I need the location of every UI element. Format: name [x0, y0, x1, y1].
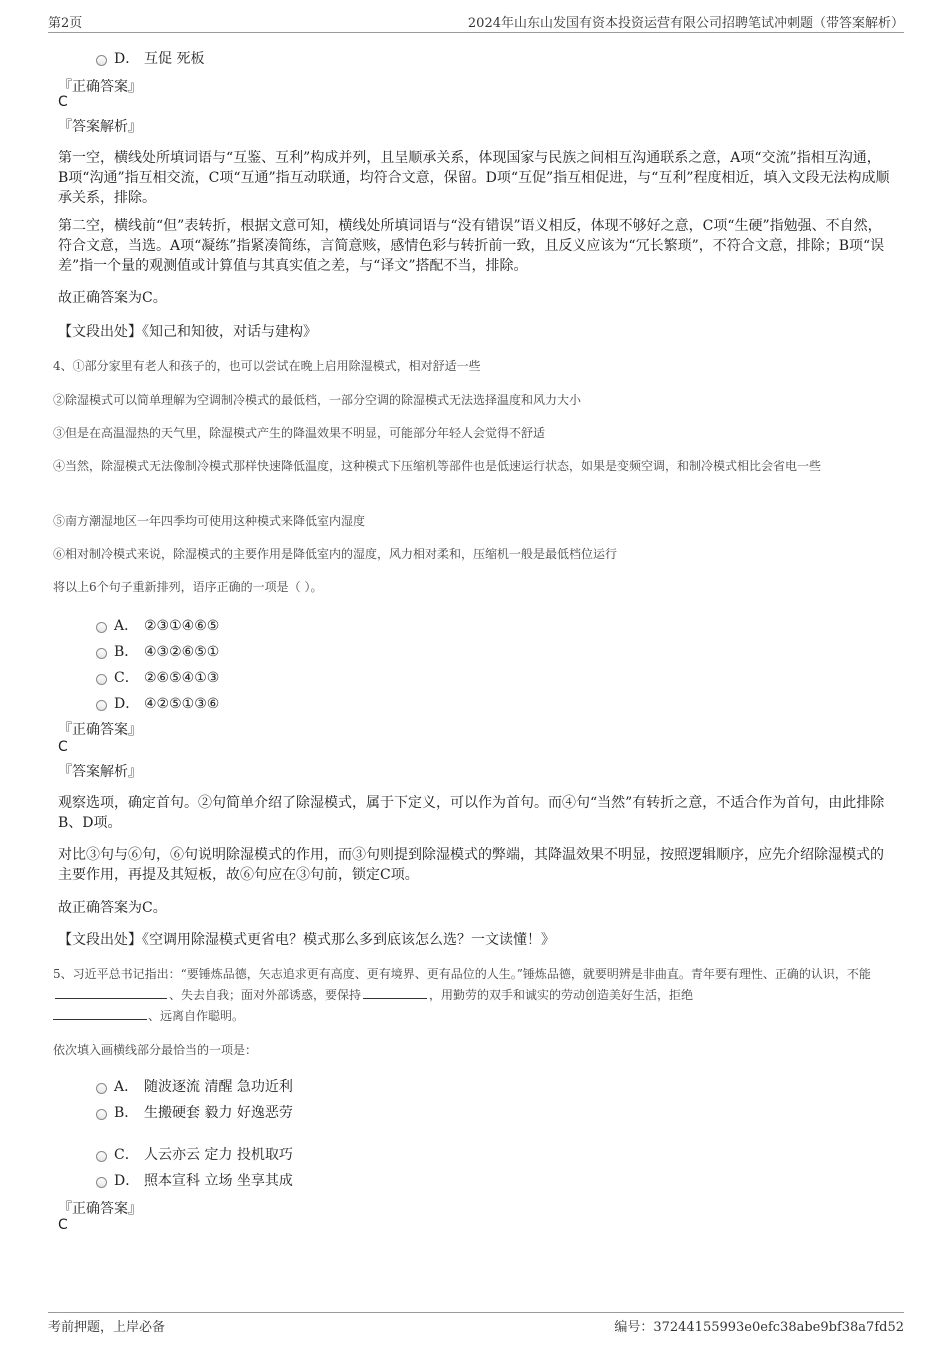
footer-slogan: 考前押题，上岸必备: [48, 1320, 166, 1335]
option-a[interactable]: A． ②③①④⑥⑤: [96, 615, 219, 635]
radio-icon[interactable]: [96, 1151, 107, 1162]
answer-label: 『正确答案』: [58, 1201, 142, 1217]
question-prompt: 依次填入画横线部分最恰当的一项是：: [53, 1043, 258, 1057]
radio-icon[interactable]: [96, 700, 107, 711]
option-b[interactable]: B． ④③②⑥⑤①: [96, 641, 219, 661]
document-id: 编号：37244155993e0efc38abe9bf38a7fd52: [614, 1320, 904, 1335]
option-c[interactable]: C． 人云亦云 定力 投机取巧: [96, 1144, 293, 1164]
analysis-paragraph: 第二空，横线前“但”表转折，根据文意可知，横线处所填词语与“没有错误”语义相反，体现不够好之意，C项“生硬”指勉强、不自然，符合文意，当选。A项“凝练”指紧凑简练，言简意赅，感情色彩与转折前一致，且反义应该为“冗长繁琐”，不符合文意，排除；B项“误差”指一个量的观测值或计算值与其真实值之差，与“译文”搭配不当，排除。: [58, 218, 885, 274]
question-sentence: ④当然，除湿模式无法像制冷模式那样快速降低温度，这种模式下压缩机等部件也是低速运行状态，如果是变频空调，和制冷模式相比会省电一些: [53, 459, 822, 473]
option-d[interactable]: D． 互促 死板: [96, 48, 204, 68]
radio-icon[interactable]: [96, 1177, 107, 1188]
option-d[interactable]: D． ④②⑤①③⑥: [96, 693, 219, 713]
analysis-label: 『答案解析』: [58, 119, 142, 135]
answer-label: 『正确答案』: [58, 79, 142, 95]
conclusion: 故正确答案为C。: [58, 290, 167, 306]
analysis-label: 『答案解析』: [58, 764, 142, 780]
radio-icon[interactable]: [96, 674, 107, 685]
radio-icon[interactable]: [96, 1109, 107, 1120]
question-prompt: 将以上6个句子重新排列，语序正确的一项是（ ）。: [53, 580, 323, 594]
question-sentence: ⑥相对制冷模式来说，除湿模式的主要作用是降低室内的湿度，风力相对柔和，压缩机一般是最低档位运行: [53, 547, 618, 561]
answer-label: 『正确答案』: [58, 722, 142, 738]
source-citation: 【文段出处】《空调用除湿模式更省电？模式那么多到底该怎么选？一文读懂！》: [58, 932, 555, 948]
radio-icon[interactable]: [96, 622, 107, 633]
correct-answer: C: [58, 739, 68, 755]
page-number: 第2页: [48, 16, 83, 31]
radio-icon[interactable]: [96, 1083, 107, 1094]
question-stem: 5、习近平总书记指出：“要锤炼品德，矢志追求更有高度、更有境界、更有品位的人生。”锤炼品德，就要明辨是非曲直。青年要有理性、正确的认识，不能、失去自我；面对外部诱惑，要保持 ，用勤劳的双手和诚实的劳动创造美好生活，拒绝 、远离自作聪明。: [53, 967, 871, 1023]
option-d[interactable]: D． 照本宣科 立场 坐享其成: [96, 1170, 293, 1190]
source-citation: 【文段出处】《知己和知彼，对话与建构》: [58, 324, 317, 340]
conclusion: 故正确答案为C。: [58, 900, 167, 916]
question-sentence: 4、①部分家里有老人和孩子的，也可以尝试在晚上启用除湿模式，相对舒适一些: [53, 359, 481, 373]
radio-icon[interactable]: [96, 648, 107, 659]
fill-blank: [55, 986, 167, 999]
page-header: [48, 10, 904, 33]
option-b[interactable]: B． 生搬硬套 毅力 好逸恶劳: [96, 1102, 293, 1122]
question-sentence: ⑤南方潮湿地区一年四季均可使用这种模式来降低室内湿度: [53, 514, 366, 528]
question-sentence: ③但是在高温湿热的天气里，除湿模式产生的降温效果不明显，可能部分年轻人会觉得不舒适: [53, 426, 546, 440]
fill-blank: [53, 1007, 147, 1020]
page-footer: [48, 1312, 904, 1335]
fill-blank: [363, 986, 427, 999]
radio-icon[interactable]: [96, 55, 107, 66]
option-a[interactable]: A． 随波逐流 清醒 急功近利: [96, 1076, 293, 1096]
option-c[interactable]: C． ②⑥⑤④①③: [96, 667, 219, 687]
analysis-paragraph: 对比③句与⑥句，⑥句说明除湿模式的作用，而③句则提到除湿模式的弊端，其降温效果不明显，按照逻辑顺序，应先介绍除湿模式的主要作用，再提及其短板，故⑥句应在③句前，锁定C项。: [58, 847, 884, 883]
correct-answer: C: [58, 1217, 68, 1233]
document-title: 2024年山东山发国有资本投资运营有限公司招聘笔试冲刺题（带答案解析）: [467, 16, 904, 31]
correct-answer: C: [58, 94, 68, 110]
analysis-paragraph: 第一空，横线处所填词语与“互鉴、互利”构成并列，且呈顺承关系，体现国家与民族之间相互沟通联系之意，A项“交流”指相互沟通，B项“沟通”指互相交流，C项“互通”指互动联通，均符合文意，保留。D项“互促”指互相促进，与“互利”程度相近，填入文段无法构成顺承关系，排除。: [58, 150, 890, 206]
question-sentence: ②除湿模式可以简单理解为空调制冷模式的最低档，一部分空调的除湿模式无法选择温度和风力大小: [53, 393, 582, 407]
analysis-paragraph: 观察选项，确定首句。②句简单介绍了除湿模式，属于下定义，可以作为首句。而④句“当然”有转折之意，不适合作为首句，由此排除B、D项。: [58, 795, 885, 831]
